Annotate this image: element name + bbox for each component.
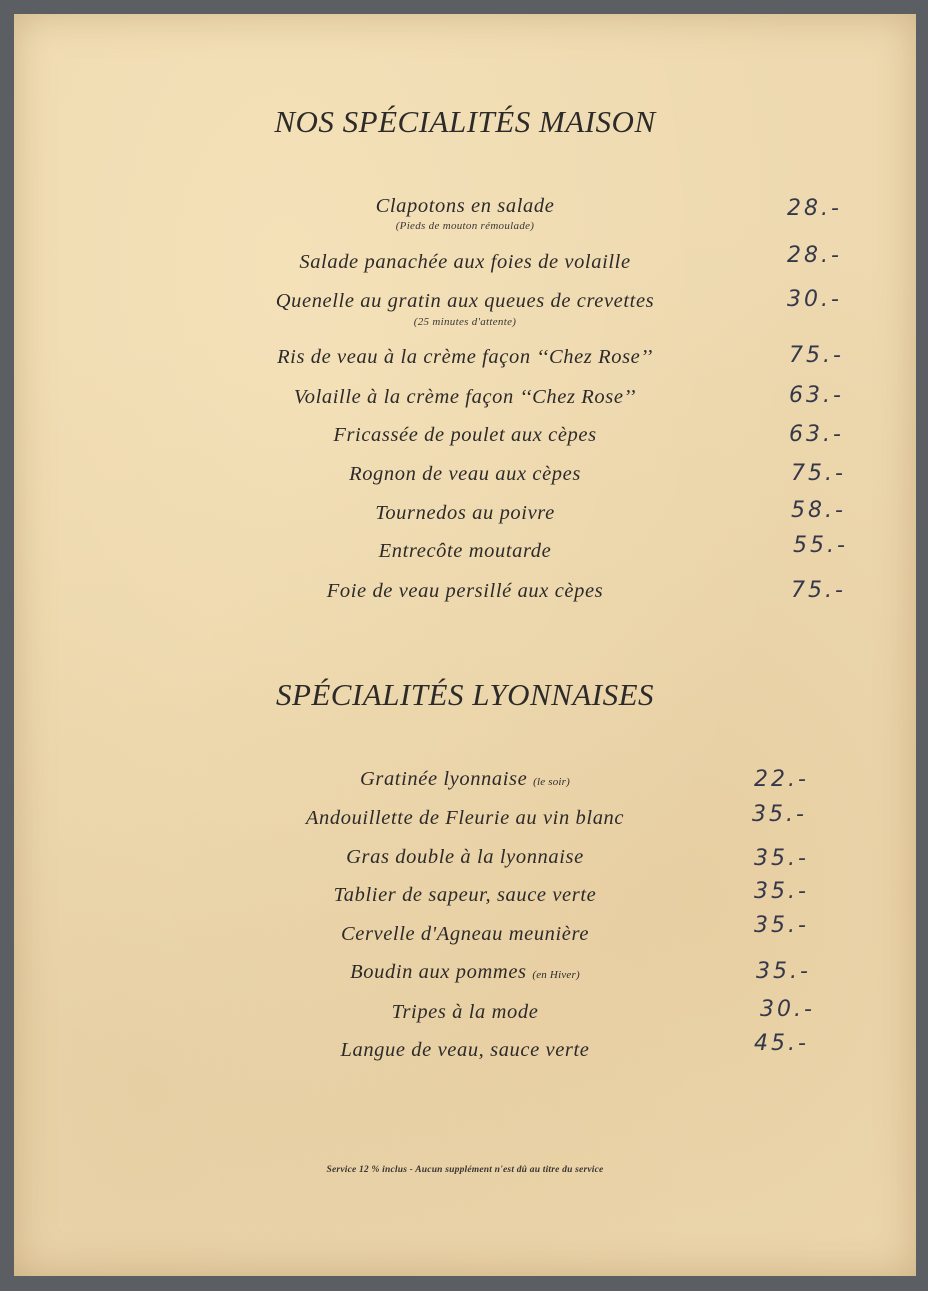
- menu-item-price: 35.-: [754, 913, 809, 938]
- menu-item-price: 55.-: [793, 533, 848, 558]
- menu-item-price: 35.-: [756, 959, 811, 984]
- menu-item-name: Foie de veau persillé aux cèpes: [326, 580, 604, 602]
- menu-item-label: Boudin aux pommes: [350, 961, 527, 983]
- menu-item-name: Andouillette de Fleurie au vin blanc: [305, 807, 625, 829]
- menu-item-price: 35.-: [752, 802, 807, 827]
- menu-item-price: 75.-: [791, 578, 846, 603]
- menu-item-price: 22.-: [754, 767, 809, 792]
- menu-item-price: 75.-: [789, 343, 844, 368]
- menu-item-name: Langue de veau, sauce verte: [340, 1039, 590, 1061]
- section-title-lyonnaises: SPÉCIALITÉS LYONNAISES: [275, 677, 655, 712]
- menu-item-name: Salade panachée aux foies de volaille: [299, 251, 631, 273]
- menu-item-name: Tournedos au poivre: [375, 502, 555, 524]
- menu-item-price: 63.-: [789, 422, 844, 447]
- menu-item-price: 35.-: [754, 879, 809, 904]
- menu-item-price: 75.-: [791, 461, 846, 486]
- menu-item-price: 45.-: [754, 1031, 809, 1056]
- menu-item-label: Gratinée lyonnaise: [359, 768, 528, 790]
- menu-item-name: Tablier de sapeur, sauce verte: [333, 884, 597, 906]
- menu-page: [14, 14, 916, 1276]
- menu-item-note: (en Hiver): [532, 969, 580, 981]
- menu-item-price: 63.-: [789, 383, 844, 408]
- menu-item-name: Entrecôte moutarde: [378, 540, 552, 562]
- menu-item-name: Rognon de veau aux cèpes: [349, 463, 581, 485]
- service-note: Service 12 % inclus - Aucun supplément n'est dû au titre du service: [326, 1165, 604, 1175]
- menu-item-name: Gras double à la lyonnaise: [346, 846, 584, 868]
- menu-item-name: Tripes à la mode: [391, 1001, 539, 1023]
- menu-item-note: (le soir): [533, 776, 571, 788]
- menu-item-name: Fricassée de poulet aux cèpes: [333, 424, 597, 446]
- menu-item-price: 35.-: [754, 846, 809, 871]
- menu-item-name: Quenelle au gratin aux queues de crevettes: [275, 290, 655, 312]
- menu-item-name: Ris de veau à la crème façon ‘‘Chez Rose’’: [277, 346, 653, 368]
- menu-item-name: Cervelle d'Agneau meunière: [340, 923, 590, 945]
- menu-item-price: 28.-: [787, 196, 842, 221]
- menu-item-subtitle: (Pieds de mouton rémoulade): [395, 220, 535, 232]
- menu-item-subtitle: (25 minutes d'attente): [413, 316, 517, 328]
- menu-item-price: 28.-: [787, 243, 842, 268]
- menu-item-name: Clapotons en salade: [375, 195, 555, 217]
- menu-item-price: 30.-: [760, 997, 815, 1022]
- menu-item-price: 58.-: [791, 498, 846, 523]
- menu-item-name: Volaille à la crème façon ‘‘Chez Rose’’: [293, 386, 637, 408]
- section-title-maison: NOS SPÉCIALITÉS MAISON: [274, 104, 656, 139]
- menu-item-price: 30.-: [787, 287, 842, 312]
